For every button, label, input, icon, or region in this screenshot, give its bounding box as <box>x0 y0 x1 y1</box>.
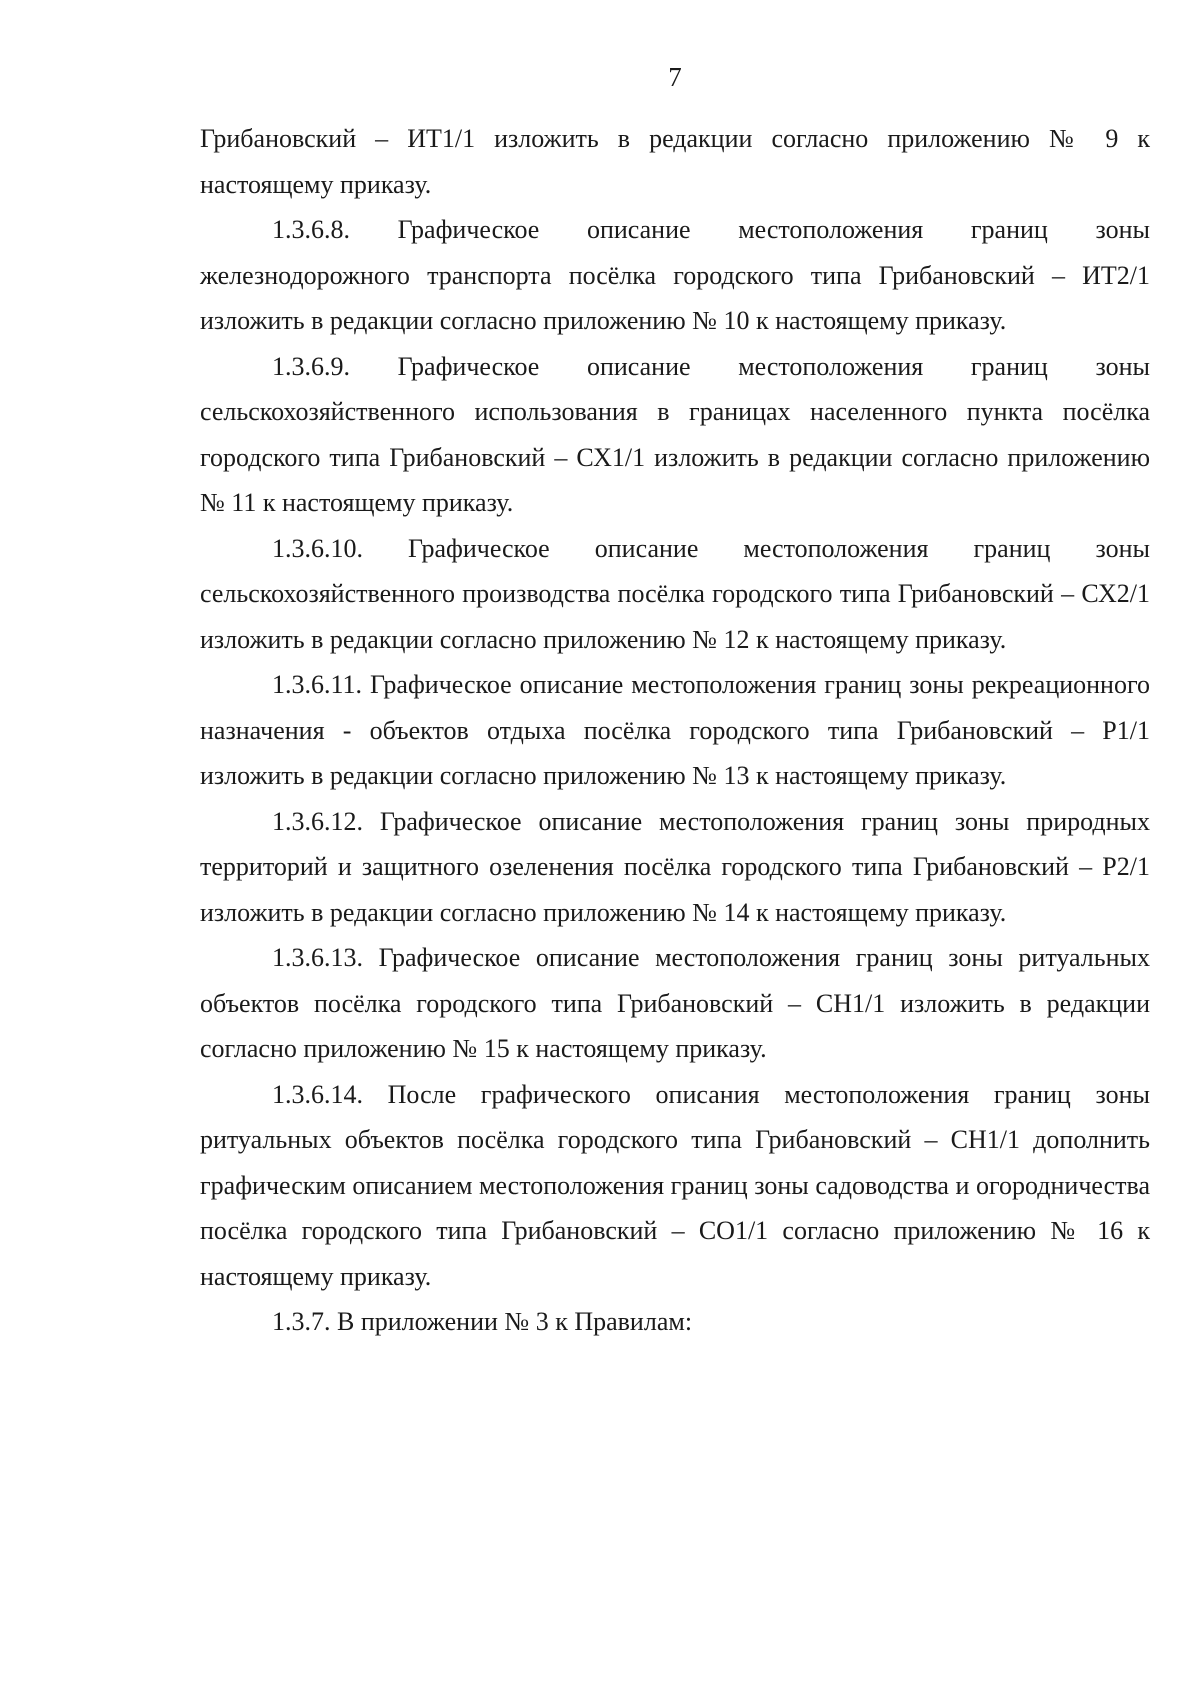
paragraph-1-3-7: 1.3.7. В приложении № 3 к Правилам: <box>272 1307 693 1336</box>
paragraph-1-3-6-10: 1.3.6.10. Графическое описание местоположения границ зоны сельскохозяйственного производства посёлка городского типа Грибановский – СХ2/1 изложить в редакции согласно приложению № 12 к настоящему приказу. <box>200 533 1150 654</box>
paragraph-1-3-6-11: 1.3.6.11. Графическое описание местоположения границ зоны рекреационного назначения - объектов отдыха посёлка городского типа Грибановский – Р1/1 изложить в редакции согласно приложению № 13 к настоящему приказу. <box>200 670 1150 790</box>
paragraph-1-3-6-12: 1.3.6.12. Графическое описание местоположения границ зоны природных территорий и защитного озеленения посёлка городского типа Грибановский – Р2/1 изложить в редакции согласно приложению № 14 к настоящему приказу. <box>200 806 1150 927</box>
document-body <box>200 116 1150 1345</box>
paragraph-1-3-6-8: 1.3.6.8. Графическое описание местоположения границ зоны железнодорожного транспорта посёлка городского типа Грибановский – ИТ2/1 изложить в редакции согласно приложению № 10 к настоящему приказу. <box>200 215 1150 335</box>
page-number: 7 <box>668 62 682 92</box>
paragraph-continuation: Грибановский – ИТ1/1 изложить в редакции согласно приложению № 9 к настоящему приказу. <box>200 124 1150 199</box>
paragraph-1-3-6-13: 1.3.6.13. Графическое описание местоположения границ зоны ритуальных объектов посёлка городского типа Грибановский – СН1/1 изложить в редакции согласно приложению № 15 к настоящему приказу. <box>200 943 1150 1063</box>
paragraph-1-3-6-9: 1.3.6.9. Графическое описание местоположения границ зоны сельскохозяйственного использования в границах населенного пункта посёлка городского типа Грибановский – СХ1/1 изложить в редакции согласно приложению № 11 к настоящему приказу. <box>200 351 1150 517</box>
paragraph-1-3-6-14: 1.3.6.14. После графического описания местоположения границ зоны ритуальных объектов посёлка городского типа Грибановский – СН1/1 дополнить графическим описанием местоположения границ зоны садоводства и огородничества посёлка городского типа Грибановский – СО1/1 согласно приложению № 16 к настоящему приказу. <box>200 1079 1150 1291</box>
